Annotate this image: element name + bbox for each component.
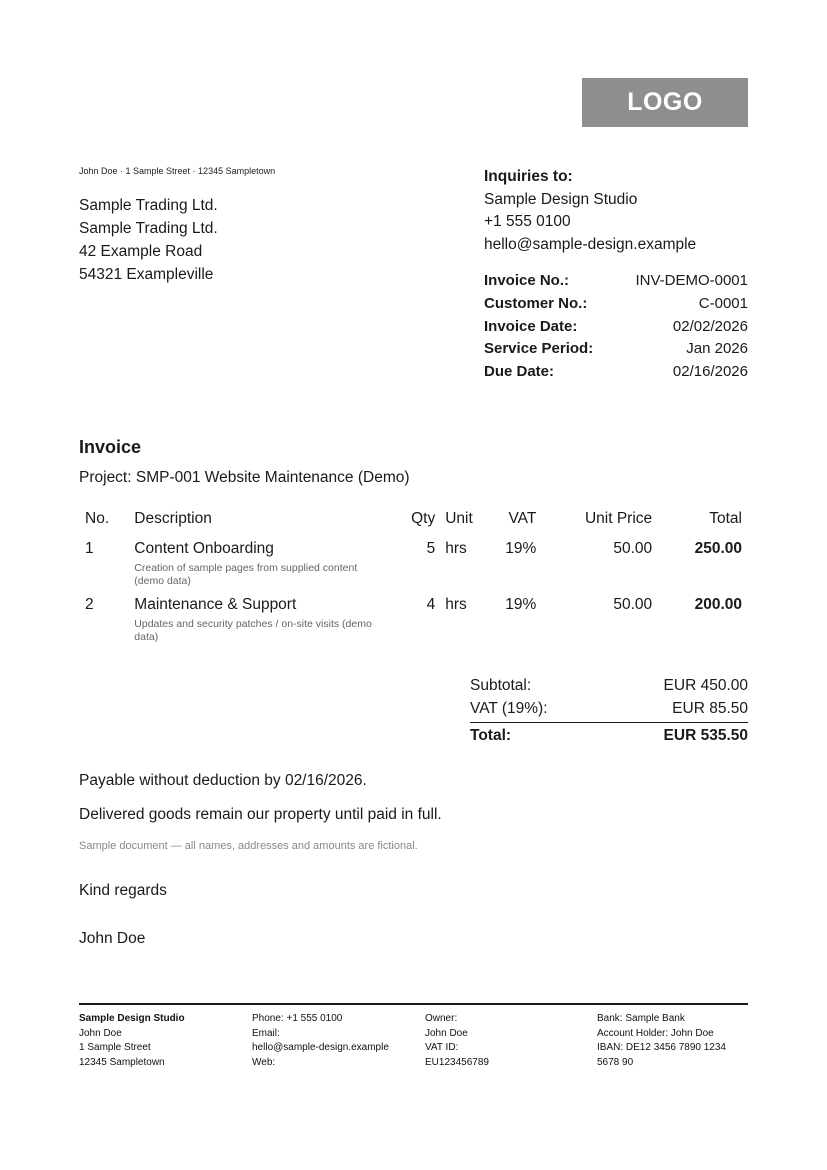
meta-label: Invoice No.: bbox=[484, 272, 570, 289]
subtotal-label: Subtotal: bbox=[470, 677, 532, 694]
footer-owner: John Doe bbox=[425, 1027, 468, 1039]
item-detail: Updates and security patches / on-site visits (demo data) bbox=[134, 618, 372, 643]
col-header-description: Description bbox=[134, 510, 212, 527]
footer-email-label: Email: bbox=[252, 1027, 280, 1039]
inquiries-phone: +1 555 0100 bbox=[484, 213, 571, 230]
inquiries-block bbox=[484, 166, 748, 256]
cell-vat: 19% bbox=[505, 540, 537, 557]
table-header-row bbox=[79, 506, 748, 532]
col-header-unit: Unit bbox=[445, 510, 473, 527]
footer-iban: IBAN: DE12 3456 7890 1234 5678 90 bbox=[597, 1042, 726, 1068]
project-line: Project: SMP-001 Website Maintenance (Demo) bbox=[79, 469, 410, 486]
meta-value: 02/16/2026 bbox=[672, 363, 748, 381]
cell-description bbox=[134, 532, 393, 588]
meta-value: Jan 2026 bbox=[686, 340, 748, 358]
line-items-table bbox=[79, 506, 748, 644]
footer-company-city: 12345 Sampletown bbox=[79, 1056, 165, 1068]
document-title: Invoice bbox=[79, 437, 142, 457]
col-header-unit-price: Unit Price bbox=[584, 510, 653, 527]
footer-account-holder: Account Holder: John Doe bbox=[597, 1027, 714, 1039]
meta-row-invoice-date bbox=[484, 316, 748, 339]
vat-value: EUR 85.50 bbox=[672, 700, 748, 717]
table-row bbox=[79, 532, 748, 588]
cell-qty: 4 bbox=[426, 596, 436, 613]
footer-company-owner: John Doe bbox=[79, 1027, 122, 1039]
meta-row-service-period bbox=[484, 338, 748, 361]
cell-unit: hrs bbox=[445, 596, 467, 613]
company-logo: LOGO bbox=[582, 78, 748, 127]
recipient-line: 54321 Exampleville bbox=[79, 266, 214, 283]
col-header-vat: VAT bbox=[508, 510, 537, 527]
recipient-line: Sample Trading Ltd. bbox=[79, 220, 218, 237]
footer-company-column bbox=[79, 1012, 244, 1070]
cell-unit-price: 50.00 bbox=[613, 596, 653, 613]
subtotal-value: EUR 450.00 bbox=[663, 677, 748, 694]
meta-label: Customer No.: bbox=[484, 294, 588, 312]
cell-no: 1 bbox=[85, 540, 94, 557]
recipient-line: Sample Trading Ltd. bbox=[79, 197, 218, 214]
sender-return-address: John Doe · 1 Sample Street · 12345 Sampletown bbox=[79, 166, 276, 176]
item-title: Content Onboarding bbox=[134, 540, 274, 557]
meta-value: C-0001 bbox=[698, 294, 748, 312]
recipient-address bbox=[79, 194, 218, 286]
footer-legal-column bbox=[425, 1012, 590, 1070]
footer-owner-label: Owner: bbox=[425, 1013, 458, 1024]
meta-value: 02/02/2026 bbox=[672, 317, 748, 335]
footer-web: Web: bbox=[252, 1056, 276, 1068]
meta-row-due-date bbox=[484, 361, 748, 384]
col-header-total: Total bbox=[709, 510, 742, 527]
footer-email: hello@sample-design.example bbox=[252, 1042, 389, 1053]
meta-row-customer-no bbox=[484, 293, 748, 316]
footer-vat-id: EU123456789 bbox=[425, 1056, 489, 1068]
vat-label: VAT (19%): bbox=[470, 700, 548, 717]
cell-total: 250.00 bbox=[694, 540, 742, 557]
col-header-qty: Qty bbox=[411, 510, 436, 527]
vat-row bbox=[470, 697, 748, 720]
grand-total-row bbox=[470, 723, 748, 749]
footer-contact-column bbox=[252, 1012, 417, 1070]
cell-unit: hrs bbox=[445, 540, 467, 557]
inquiries-heading: Inquiries to: bbox=[484, 168, 573, 185]
cell-no: 2 bbox=[85, 596, 94, 613]
inquiries-email: hello@sample-design.example bbox=[484, 235, 697, 253]
footer-company-street: 1 Sample Street bbox=[79, 1042, 151, 1053]
meta-value: INV-DEMO-0001 bbox=[635, 272, 748, 289]
item-detail: Creation of sample pages from supplied content (demo data) bbox=[134, 562, 358, 587]
item-title: Maintenance & Support bbox=[134, 596, 297, 613]
recipient-line: 42 Example Road bbox=[79, 243, 203, 260]
grand-total-label: Total: bbox=[470, 727, 512, 744]
col-header-no: No. bbox=[85, 510, 110, 527]
signature-name: John Doe bbox=[79, 930, 146, 947]
meta-label: Due Date: bbox=[484, 363, 555, 381]
grand-total-value: EUR 535.50 bbox=[663, 727, 748, 744]
footer-divider bbox=[79, 1003, 748, 1005]
invoice-meta bbox=[484, 270, 748, 384]
retention-of-title: Delivered goods remain our property until paid in full. bbox=[79, 806, 442, 823]
cell-vat: 19% bbox=[505, 596, 537, 613]
totals-block bbox=[470, 674, 748, 749]
footer-phone: Phone: +1 555 0100 bbox=[252, 1013, 343, 1024]
footer-bank: Bank: Sample Bank bbox=[597, 1013, 685, 1024]
footer-company-name: Sample Design Studio bbox=[79, 1013, 185, 1024]
meta-label: Service Period: bbox=[484, 340, 594, 358]
cell-description bbox=[134, 588, 393, 644]
meta-label: Invoice Date: bbox=[484, 317, 578, 335]
cell-qty: 5 bbox=[426, 540, 436, 557]
disclaimer: Sample document — all names, addresses and amounts are fictional. bbox=[79, 840, 418, 852]
payment-terms: Payable without deduction by 02/16/2026. bbox=[79, 772, 367, 789]
subtotal-row bbox=[470, 674, 748, 697]
meta-row-invoice-no bbox=[484, 270, 748, 293]
footer-vat-label: VAT ID: bbox=[425, 1042, 459, 1053]
closing-regards: Kind regards bbox=[79, 882, 167, 899]
inquiries-company: Sample Design Studio bbox=[484, 190, 638, 208]
table-row bbox=[79, 588, 748, 644]
footer-bank-column bbox=[597, 1012, 749, 1070]
cell-total: 200.00 bbox=[694, 596, 742, 613]
cell-unit-price: 50.00 bbox=[613, 540, 653, 557]
